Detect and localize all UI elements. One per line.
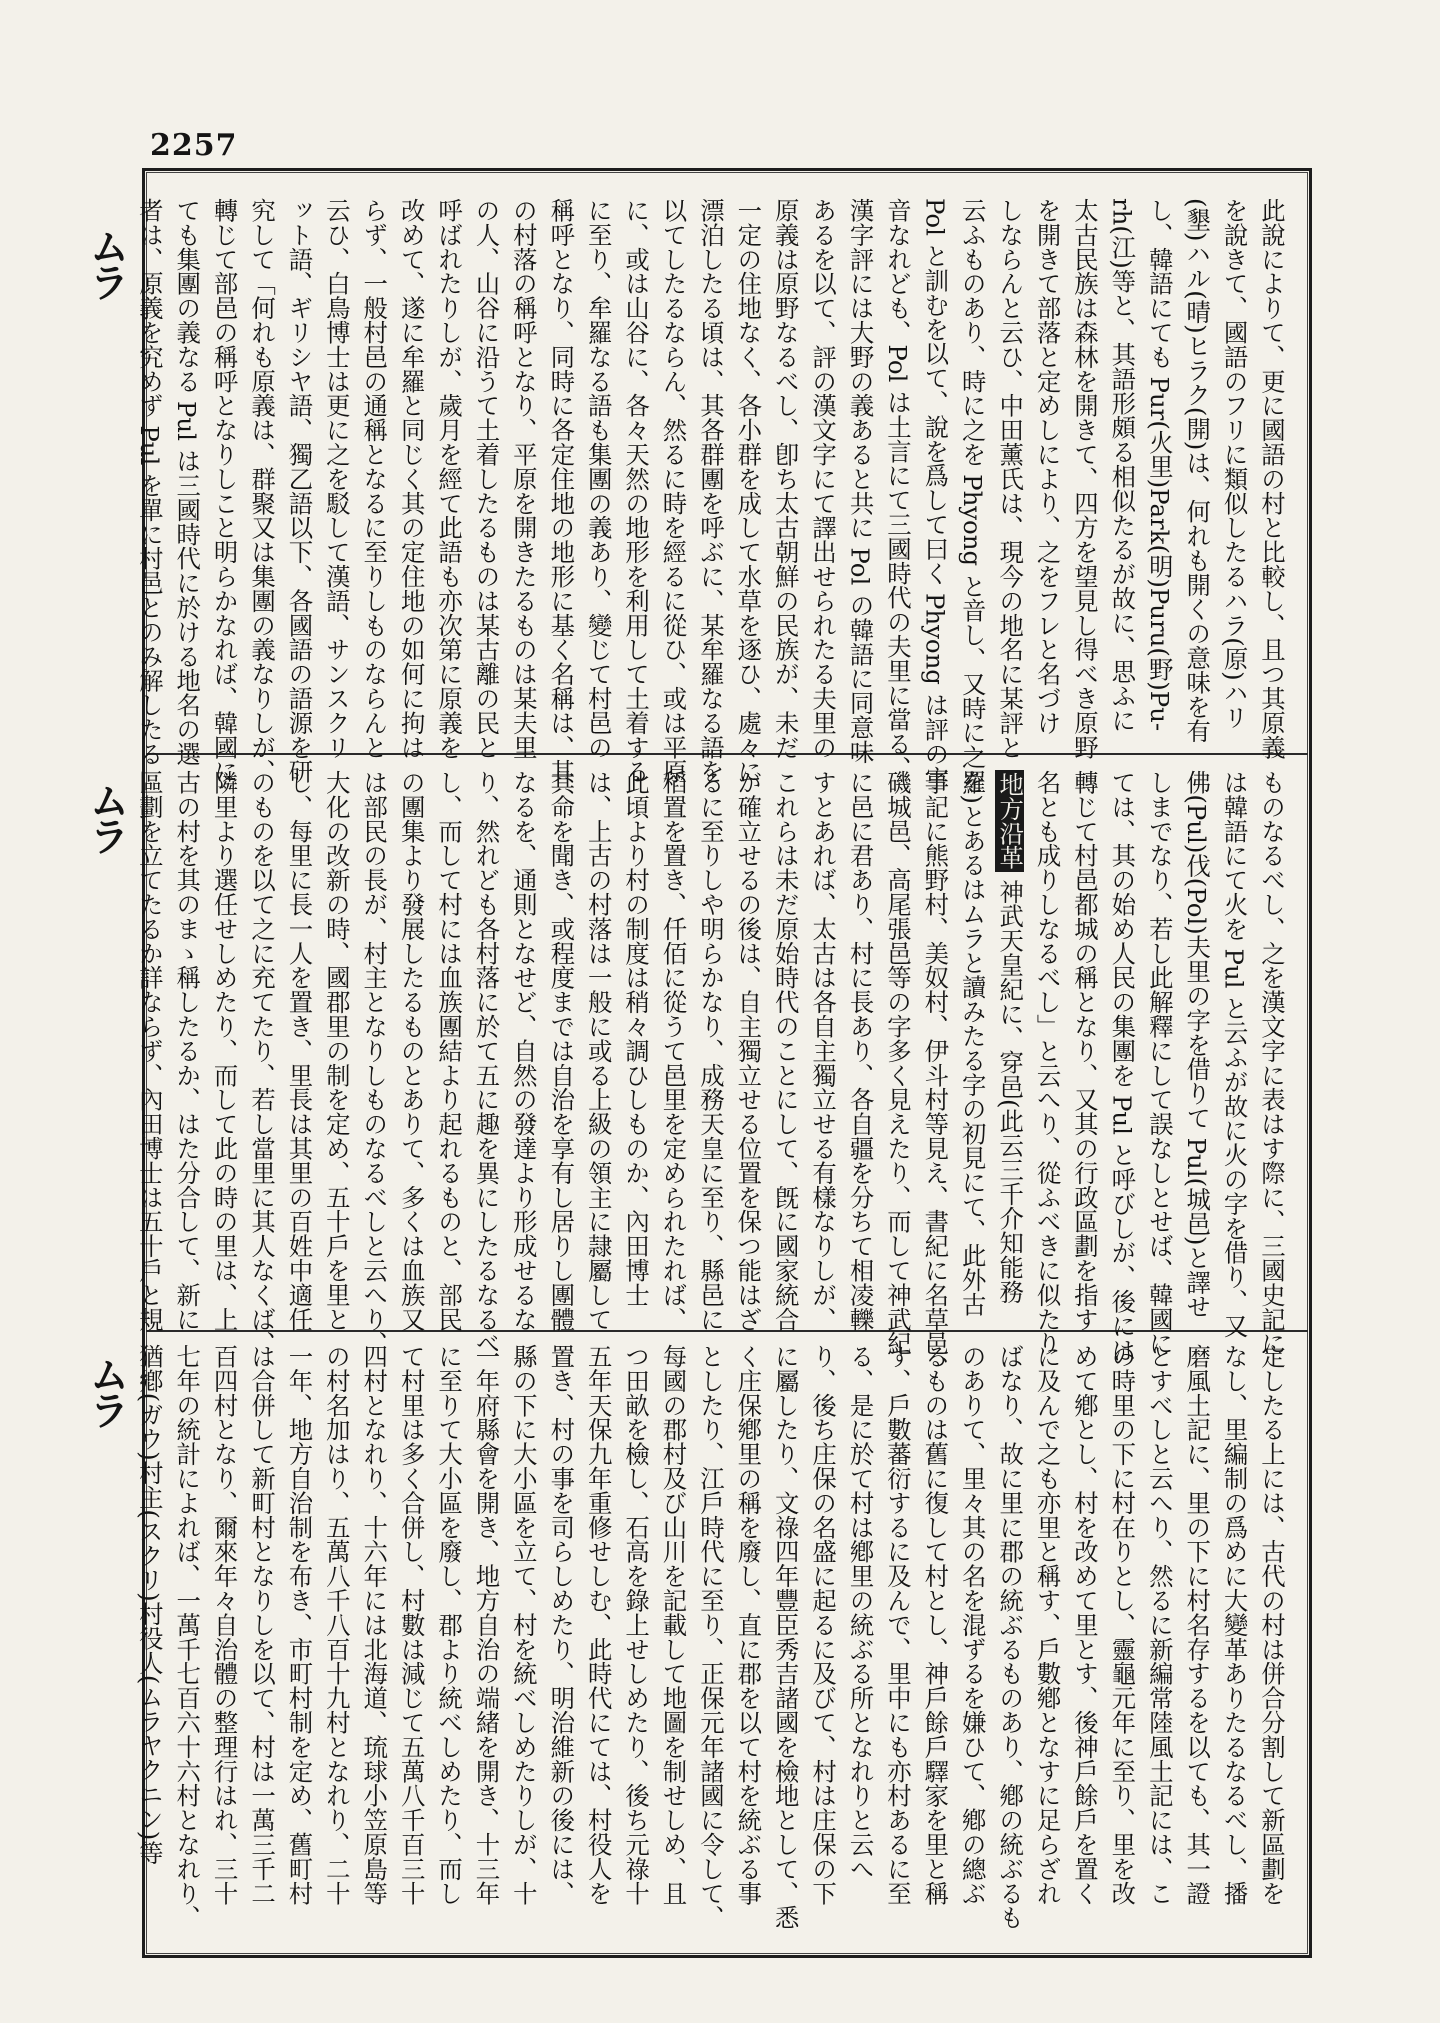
text-section-2 (134, 770, 1290, 1380)
text-section-3 (134, 1344, 1290, 1940)
section-3-body: 定したる上には、古代の村は併合分割して新區劃を なし、里編制の爲めに大變革ありたるなるべし、播 磨風土記に、里の下に村名存するを以ても、其一證 とすべしと云へり、然るに新編常陸風土記には、こ の時里の下に村在りとし、靈龜元年に至り、里を改 めて鄕とし、村を改めて里とす、後神戶餘戶を置く に及んで之も亦里と稱す、戶數鄕となすに足らざれ ばなり、故に里に郡の統ぶるものあり、鄕の統ぶるも のありて、里々其の名を混ずるを嫌ひて、鄕の總ぶ るものは舊に復して村とし、神戶餘戶驛家を里と稱 す、戶數蕃衍するに及んで、里中にも亦村あるに至 る、是に於て村は鄕里の統ぶる所となれりと云へ り、後ち庄保の名盛に起るに及びて、村は庄保の下 に屬したり、文祿四年豐臣秀吉諸國を檢地として、悉 く庄保鄕里の稱を廢し、直に郡を以て村を統ぶる事 としたり、江戶時代に至り、正保元年諸國に令して、 每國の郡村及び山川を記載して地圖を制せしめ、且 つ田畝を檢し、石高を錄上せしめたり、後ち元祿十 五年天保九年重修せしむ、此時代にては、村役人を 置き、村の事を司らしめたり、明治維新の後には、 縣の下に大小區を立て、村を統べしめたりしが、十 一年府縣會を開き、地方自治の端緒を開き、十三年 に至りて大小區を廢し、郡より統べしめたり、而し て村里は多く合併し、村數は減じて五萬八千百三十 四村となれり、十六年には北海道、琉球小笠原島等 の村名加はり、五萬八千八百十九村となれり、二十 一年、地方自治制を布き、市町村制を定め、舊町村 は合併して新町村となりしを以て、村は一萬三千二 百四村となり、爾來年々自治體の整理行はれ、三十 七年の統計によれば、一萬千七百六十六村となれり、 猶鄕(ガウ)村主(スクリ)村役人(ムラヤクニン)等 (134, 1344, 1286, 1930)
heading-tag-chiho-enkaku: 地方沿革 (995, 772, 1025, 870)
side-label-2: ムラ (83, 780, 129, 852)
side-label-1: ムラ (83, 226, 129, 298)
section-2-text-after: 神武天皇紀に、穿邑(此云三千介知能務 羅)とあるはムラと讀みたる字の初見にて、此外古 事記に熊野村、美奴村、伊斗村等見え、書紀に名草邑、 磯城邑、高尾張邑等の字多く見えたり、而して神武紀 に邑に君あり、村に長あり、各自疆を分ちて相凌轢 すとあれば、太古は各自主獨立せる有樣なりしが、 これらは未だ原始時代のことにして、旣に國家統合 が確立せるの後は、自主獨立せる位置を保つ能はざ るに至りしや明らかなり、成務天皇に至り、縣邑に 稻置を置き、仟佰に從うて邑里を定められたれば、 此頃より村の制度は稍々調ひしものか、內田博士 は、上古の村落は一般に或る上級の領主に隷屬して 其命を聞き、或程度までは自治を享有し居りし團體 なるを、通則となせど、自然の發達より形成せるな り、然れども各村落に於て五に趣を異にしたるなるべ し、而して村には血族團結より起れるものと、部民 の團集より發展したるものとありて、多くは血族又 は部民の長が、村主となりしものなるべしと云へり、 大化の改新の時、國郡里の制を定め、五十戶を里と し、每里に長一人を置き、里長は其里の百姓中適任 のものを以て之に充てたり、若し當里に其人なくば、 隣里より選任せしめたり、而して此の時の里は、上 古の村を其のまゝ稱したるか、はた分合して、新に 區劃を立てたるか詳ならず、內田博士は五十戶と規 (134, 770, 1025, 1380)
text-section-1 (134, 198, 1290, 794)
section-2-body (134, 770, 1290, 1380)
section-1-body: 此說によりて、更に國語の村と比較し、且つ其原義 を說きて、國語のフリに類似したるハラ(原)ハリ (墾)ハル(晴)ヒラク(開)は、何れも開くの意味を有 し、韓語にても Pur(火里)Park(明)Puru(野)Pu- rh(江)等と、其語形頗る相似たるが故に、思ふに 太古民族は森林を開きて、四方を望見し得べき原野 を開きて部落と定めしにより、之をフレと名づけ しならんと云ひ、中田薰氏は、現今の地名に某評と 云ふものあり、時に之を Phyong と音し、又時に之を Pol と訓むを以て、說を爲して曰く Phyong は評の字 音なれども、Pol は土言にて三國時代の夫里に當る、 漢字評には大野の義あると共に Pol の韓語に同意味 あるを以て、評の漢文字にて譯出せられたる夫里の 原義は原野なるべし、卽ち太古朝鮮の民族が、未だ 一定の住地なく、各小群を成して水草を逐ひ、處々に 漂泊したる頃は、其各群團を呼ぶに、某牟羅なる語を 以てしたるならん、然るに時を經るに從ひ、或は平原 に、或は山谷に、各々天然の地形を利用して土着する に至り、牟羅なる語も集團の義あり、變じて村邑の 稱呼となり、同時に各定住地の地形に基く名稱は、其 の村落の稱呼となり、平原を開きたるものは某夫里 の人、山谷に沿うて土着したるものは某古離の民と 呼ばれたりしが、歲月を經て此語も亦次第に原義を 改めて、遂に牟羅と同じく其の定住地の如何に拘は らず、一般村邑の通稱となるに至りしものならんと 云ひ、白鳥博士は更に之を駁して漢語、サンスクリ ット語、ギリシヤ語、獨乙語以下、各國語の語源を研 究して「何れも原義は、群聚又は集團の義なりしが、 轉じて部邑の稱呼となりしこと明らかなれば、韓國に ても集團の義なる Pul は三國時代に於ける地名の選 者は、原義を究めず Pul を單に村邑とのみ解したる (134, 198, 1286, 794)
section-divider-1 (146, 753, 1308, 755)
page-number: 2257 (150, 128, 238, 163)
side-label-3: ムラ (83, 1354, 129, 1426)
section-2-text-before: ものなるべし、之を漢文字に表はす際に、三國史記に は韓語にて火を Pul と云ふが故に火の字を借り、又 佛(Pul)伐(Pol)夫里の字を借りて Pul(城邑)と譯せ しまでなり、若し此解釋にして誤なしとせば、韓國に ては、其の始め人民の集團を Pul と呼びしが、後には 轉じて村邑都城の稱となり、又其の行政區劃を指す 名とも成りしなるべし」と云へり、從ふべきに似たり (1032, 770, 1286, 1363)
